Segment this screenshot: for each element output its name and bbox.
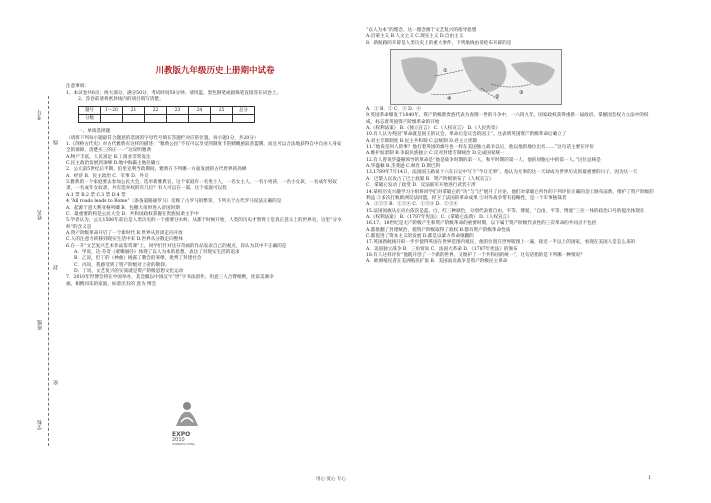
question-line: 2．公元前5世纪后半期，伯里克利当政期间，雅典在下列哪一方面发展的古代世界的高峰 — [66, 167, 247, 173]
question-line: A．欧洲殖民者在美洲殖民扩张 B．美国南北战争是资产阶级民主革命 — [366, 259, 508, 265]
question-line: A.维护奴隶制 B.争取民族独立 C.反对封建专制统治 D.完成国家统一 — [366, 151, 505, 157]
question-line: 7．2010年世博会将在中国举办，其会徽以中国汉字“世”字书法创作，用意三人合臂相携，状似美满幸福、相携同乐的家庭，标着出有的 意为 博会 — [66, 275, 274, 287]
score-cell[interactable] — [145, 115, 167, 123]
score-header: 24 — [189, 107, 211, 115]
question-line: B．乙说，但丁的《神曲》揭露了教会的罪孽，批判了封建社会 — [74, 256, 202, 262]
question-line: A.君主专制制度 B.民主共和制 C.总统制 D.君主立宪制 — [366, 138, 478, 144]
question-line: A.启蒙主义 B.人文主义 C.现实主义 D.自由主义 — [366, 34, 464, 40]
question-line: 4.“All roads leads to Rome”（条条道路通罗马）反映了古罗马的繁荣，下列关于古代罗马说法正确的是 — [66, 199, 282, 205]
question-line: 14.某校历史兴趣学习小组将同学们对拿破仑的“功”与“过”展开了讨论，他们对拿破仑所作的下列评价正确的是①颁布法典，维护了资产阶级的利益 ②多次打败欧洲反法同盟，捍卫了法国的革命成果 ③对外战争带有侵略性，是一个军事独裁者 — [366, 189, 654, 201]
score-header: 23 — [167, 107, 189, 115]
score-cell[interactable] — [101, 115, 123, 123]
question-line: C．最重要的构是公民大会 D．共和国政权掌握在贵族奴隶主手中 — [66, 211, 199, 217]
note-1: 1、本试卷共6页；两大部分，满分50分，考试时间50分钟。请用蓝、黑色钢笔或圆珠笔直接答在试卷上。 — [66, 90, 282, 96]
question-line: A.《权利法案》 B.《独立宣言》 C.《人权宣言》 D.《人民宪章》 — [366, 126, 501, 132]
binding-label-secret: 密 — [53, 380, 59, 385]
note-2: 2、答卷前请将密封线内的项目填写清楚。 — [78, 97, 164, 103]
question-line: 10.有人认为英国“革命就是国王的议会，革命后是议会的国王”。这表明英国资产阶级革命后确立了 — [366, 132, 567, 138]
question-line: C．丙说，我感受到了资产阶级对上帝的敬仰。 — [74, 262, 170, 268]
question-line: A．经济 B．民主政治 C．军事 D．外交 — [66, 173, 149, 179]
score-table — [78, 106, 255, 123]
score-cell[interactable] — [233, 115, 255, 123]
map-mark-4: ④ — [447, 96, 452, 103]
question-line: A.1 票 B.2 票 C.3 票 D.4 票 — [66, 192, 126, 198]
expo-logo-subtitle: SHANGHAI CHINA — [172, 443, 195, 446]
exam-title: 川教版九年级历史上册期中试卷 — [155, 66, 275, 76]
score-header: 21 — [123, 107, 145, 115]
score-cell[interactable] — [211, 115, 233, 123]
question-line: A．甲说，达·芬奇《蒙娜丽莎》体现了以人为本的思想，表达了对现实生活的追求 — [74, 249, 240, 255]
question-line: “以人为本”的理念。这一理念源于文艺复兴的指导思想 — [366, 28, 477, 33]
binding-label-class: 班级 — [37, 320, 43, 330]
question-line: （请将下列每小题最符合题意的选项的字母代号填在答题栏对应的位置。每小题1分，共20分） — [66, 135, 259, 141]
question-line: A.华盛顿 B.杰斐逊 C.林肯 D.斯巴科 — [366, 164, 441, 170]
question-line: A.物产丰富，人民富足 B.工商业非常发达 — [66, 154, 151, 160]
question-line: 8．新航路的开辟是人类历史上的重大事件，下列航线由哥伦布开辟的是 — [366, 40, 512, 46]
left-column — [66, 68, 344, 288]
binding-label-name: 姓名 — [37, 210, 43, 220]
question-line: 18.有人这样评价“他既开创了一个新的世界，又维护了一个共和国的统一”，这句话指的是下列哪一种情况？ — [366, 252, 585, 258]
question-line: 一、单项选择题 — [78, 129, 111, 135]
page-footer: 用心 爱心 专心 — [316, 477, 346, 482]
map-mark-2: ② — [495, 94, 500, 101]
question-line: A.都推翻了封建统治，使资产阶级取得了政权 B.都有资产阶级革命性质 — [366, 227, 511, 233]
question-line: 11.“他说是何人的事？他打着英国的旗号也一样在美国独立战争以后，他以他的地位出名……”这句话主要在评价 — [366, 145, 594, 151]
score-header: 1～20 — [101, 107, 123, 115]
question-line: 12.有人曾说华盛顿领导的革命是“他是战争时期的第一人，和平时期的第一人，他的同胞心中的第一人。”这位总统是 — [366, 157, 601, 163]
expo-logo — [172, 398, 202, 446]
question-line: A．① B．② C．③ D．④ — [366, 107, 422, 113]
question-line: A．巴黎人民攻占了巴士底狱 B．资产阶级颁布了《人权宣言》 — [366, 176, 494, 182]
score-header: 总分 — [233, 107, 255, 115]
expo-logo-text: EXPO — [172, 431, 191, 438]
question-line: A．美国独立战争 B．三角贸易 C．法国大革命 D．《1787年宪法》的颁布 — [366, 246, 518, 252]
question-list-left — [66, 129, 344, 288]
question-line: C.人的注意力转移到现实生活中来 D.世界从分散走向整体 — [66, 237, 183, 243]
question-line: 16.17、18世纪是无产阶级产生和资产阶级革命的重要时期，以下属于资产阶级代表性的三次革命的共同点不包括 — [366, 221, 597, 227]
score-header: 22 — [145, 107, 167, 115]
expo-logo-year: 2010 — [172, 437, 185, 443]
page-number: 1 — [648, 476, 651, 481]
map-mark-1: ① — [443, 68, 448, 75]
binding-label-school: 学校 — [37, 420, 43, 430]
question-line: 15.法国国旗从左向右依次是蓝、白、红三种颜色，分别代表着自由、平等、博爱，“自由、平等、博爱”三位一体的政治口号的提出体现在 — [366, 208, 645, 214]
right-column — [366, 28, 656, 266]
score-cell[interactable] — [189, 115, 211, 123]
score-row-label: 分数 — [79, 115, 101, 123]
binding-label-exam-no: 考号 — [37, 110, 43, 120]
question-line: 1.《剑桥古代史》对古代雅典有这样的描述：“雅典公民”不仅可以享受到制度卡的赌概函较普篮牌，而且可以合法地获得自中自由人身安全的保障，清楚买三的庄一一”这说明雅典 — [66, 142, 342, 154]
question-line: D．丁说，文艺复兴的实质就是资产阶级思想文化运动 — [74, 268, 184, 274]
question-line: 6.在一升“文艺复兴艺术作品鉴赏课”上，同学们针对达芬奇画的作品发表自己的观点，你认为其中不正确的是 — [66, 243, 287, 249]
question-line: A．①②③ B．①②④ C．①③④ D．②③④ — [366, 202, 458, 208]
question-line: A.资产阶级革命开启了一个新时代 B.世界从封闭走向开放 — [66, 230, 183, 236]
question-line: 3.雅典的一个家庭要去参加公民大会，选举新雅典官，这个家庭有一名男士人，一名女主人，一名小男孩，一名小女孩，一名成年男奴隶，一名成年女奴隶，共有选举权的有几位？有人可以在一部，这个家庭可以投 — [66, 180, 337, 192]
question-line: 9.英国革命爆发于1640年，资产阶级新贵族代表为查理一世的斗争中，一六四九年。国家政权获得重新一届政府。掌握国会权力立法中的权威，标志着英国资产阶级革命的开始 — [366, 113, 649, 125]
question-line: C.民主政治发展到顶峰 D.地中海霸主地位确立 — [66, 161, 160, 167]
binding-label-seal: 封 — [53, 265, 59, 270]
score-header: 题号 — [79, 107, 101, 115]
expo-emblem-icon — [172, 398, 202, 428]
score-header: 25 — [211, 107, 233, 115]
route-map-graphic — [391, 50, 561, 104]
question-line: 13.1789年7月14日，法国国王路易十六在日记中写下“今日无事”。他认为无事的这一天却成为世界历史的最重要的日子，因为这一天 — [366, 170, 638, 176]
question-line: C．拿破仑发动了政变 D．反法联军开始进行武装干涉 — [366, 183, 476, 189]
question-line: 5.学者认为，公元1500年前后是人类历史的一个重要分水岭，从那个时候开始，人类的历史才然得上是真正意义上的世界史，这里“分水岭”的含义是 — [66, 218, 342, 230]
binding-dashed-line — [48, 96, 49, 446]
question-line: 17.英国新航线开辟一步步使得英国在世界范围内殖民，他的位置在世界版图上一遍，接近一半以上的国家，看现在美国人是怎么来的 — [366, 240, 636, 246]
question-line: C.都促进了资本主义的发展 D.都是以暴力革命推翻的 — [366, 233, 474, 239]
question-line: A．起源于意大利亚格列卿 B．包撒大帝时进入帝国时期 — [66, 205, 180, 211]
world-map-figure — [390, 49, 562, 105]
score-cell[interactable] — [123, 115, 145, 123]
notes-heading: 注意事项： — [66, 84, 89, 90]
binding-label-line: 线 — [53, 140, 59, 145]
question-line: A.《权利法案》 B.《1787年宪法》 C.《拿破仑法典》 D.《人权宣言》 — [366, 214, 512, 220]
map-mark-3: ③ — [519, 90, 524, 97]
score-cell[interactable] — [167, 115, 189, 123]
